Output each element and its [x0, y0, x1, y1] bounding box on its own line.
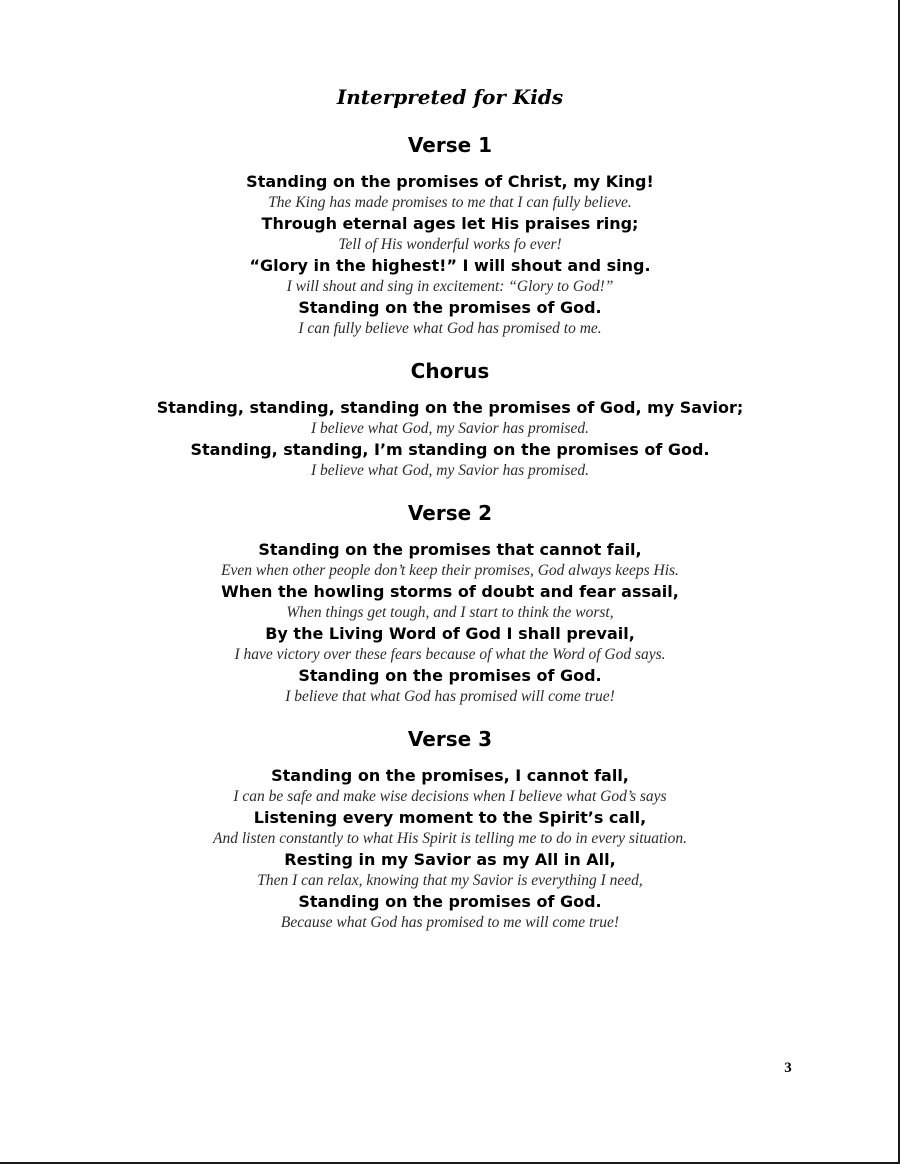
- document-body: [0, 82, 900, 933]
- lyric-line: Resting in my Savior as my All in All,: [284, 850, 616, 869]
- section-verse-1: [0, 130, 900, 338]
- document-title: Interpreted for Kids: [336, 85, 564, 109]
- lyric-line: Standing, standing, I’m standing on the promises of God.: [190, 440, 710, 459]
- lyric-line: Standing on the promises of God.: [298, 298, 602, 317]
- interpretation-line: Tell of His wonderful works fo ever!: [338, 236, 562, 253]
- interpretation-line: When things get tough, and I start to think the worst,: [286, 604, 614, 621]
- section-heading: Verse 3: [407, 727, 493, 751]
- lyric-line: Standing on the promises that cannot fail,: [258, 540, 642, 559]
- interpretation-line: I can fully believe what God has promised to me.: [298, 320, 602, 337]
- interpretation-line: I have victory over these fears because of what the Word of God says.: [234, 646, 666, 663]
- interpretation-line: I can be safe and make wise decisions when I believe what God’s says: [233, 788, 667, 805]
- interpretation-line: I believe what God, my Savior has promised.: [311, 462, 589, 479]
- lyric-line: “Glory in the highest!” I will shout and sing.: [249, 256, 651, 275]
- lyric-line: By the Living Word of God I shall prevail,: [265, 624, 635, 643]
- page-number: 3: [784, 1060, 792, 1076]
- interpretation-line: Because what God has promised to me will come true!: [280, 914, 620, 931]
- interpretation-line: Then I can relax, knowing that my Savior is everything I need,: [257, 872, 643, 889]
- section-heading: Verse 1: [407, 133, 493, 157]
- section-verse-3: [0, 724, 900, 932]
- section-heading: Verse 2: [407, 501, 493, 525]
- interpretation-line: And listen constantly to what His Spirit is telling me to do in every situation.: [212, 830, 687, 847]
- lyric-line: When the howling storms of doubt and fear assail,: [221, 582, 679, 601]
- interpretation-line: I will shout and sing in excitement: “Glory to God!”: [286, 278, 614, 295]
- lyric-line: Through eternal ages let His praises ring;: [261, 214, 639, 233]
- interpretation-line: The King has made promises to me that I can fully believe.: [268, 194, 632, 211]
- lyric-line: Standing on the promises of God.: [298, 892, 602, 911]
- interpretation-line: I believe that what God has promised will come true!: [285, 688, 615, 705]
- interpretation-line: I believe what God, my Savior has promised.: [311, 420, 589, 437]
- lyric-line: Listening every moment to the Spirit’s call,: [253, 808, 647, 827]
- lyric-line: Standing on the promises of Christ, my King!: [246, 172, 654, 191]
- lyric-line: Standing on the promises of God.: [298, 666, 602, 685]
- lyric-line: Standing on the promises, I cannot fall,: [271, 766, 629, 785]
- interpretation-line: Even when other people don’t keep their promises, God always keeps His.: [221, 562, 679, 579]
- section-heading: Chorus: [410, 359, 490, 383]
- section-verse-2: [0, 498, 900, 706]
- section-chorus: [0, 356, 900, 480]
- lyric-line: Standing, standing, standing on the promises of God, my Savior;: [156, 398, 744, 417]
